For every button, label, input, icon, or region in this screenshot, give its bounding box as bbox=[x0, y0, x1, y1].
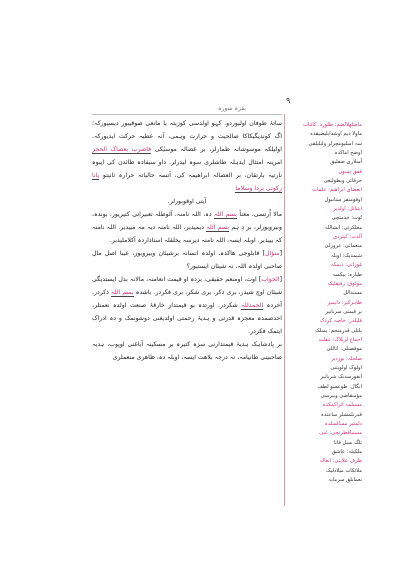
glossary-entry: ملکیئہ: عاشق bbox=[331, 449, 362, 456]
glossary-entry: اوفومنقر ستانبول bbox=[324, 196, 362, 203]
paragraph-5: بر پادشاہک ہدیۂ قیمتدارنی سزہ کتیرہ بر مسکینہ آیاغنی اوپوب، ہدیہ صاحبینی طانیامہ، نہ درجہ بلاھت ایسہ، اوبلہ دہ، ظاھری منعملری bbox=[92, 341, 282, 361]
main-text bbox=[92, 117, 282, 364]
glossary-entry: مُوزاتی: دیمکہ bbox=[330, 262, 362, 269]
answer-label: الجواب bbox=[261, 276, 280, 283]
glossary-entry: انگال: طوعسو لطف bbox=[317, 383, 362, 390]
glossary-entry: قلیلدر: خاصہ کردک bbox=[319, 318, 362, 325]
glossary-entry: مستدالل bbox=[343, 290, 362, 297]
glossary-entry: نعمانلق سرمایہ bbox=[328, 477, 362, 484]
glossary-entry: قفق بسوں bbox=[338, 168, 362, 175]
glossary-entry: انعضای ابراھیم: علمات bbox=[312, 187, 362, 194]
glossary-entry: بر قیمتی سربانیر bbox=[325, 308, 362, 315]
glossary-entry: سہ اسلیومچرلر ولنلیلقی bbox=[308, 140, 362, 147]
glossary-entry: بلتلی قدرمنجم: یمنلک bbox=[314, 327, 362, 334]
glossary-entry: معلکرتی: انشاللہ bbox=[324, 224, 362, 231]
glossary-entry: مسنیاقطرنجی: غنی bbox=[319, 430, 362, 437]
glossary-entry: ماضلھلالضم: طلورد. کائنات bbox=[302, 122, 362, 128]
glossary-entry: مسیلمہ اتراکمکدہ bbox=[322, 402, 362, 409]
page-number: ٩ bbox=[286, 96, 291, 105]
glossary-entry: تلگ نسل قاتا bbox=[333, 439, 362, 446]
glossary-entry: اولوک اولویتنی bbox=[330, 364, 362, 371]
question-paragraph: [سؤال] قابلوجی ھاکدہ، اولدہ انسانہ برشیئان وبیروبوز، عیبا اصل مال صاحبی اولدہ اللہ، نہ شیئان ایستیور؟ bbox=[92, 250, 282, 270]
glossary-entry: ظاہرکیز: دایمیز bbox=[327, 299, 362, 306]
glossary-entry: صلحلہ: بوزدیر bbox=[331, 355, 362, 362]
glossary-entry: ملائکات میلادلیک bbox=[326, 467, 362, 474]
glossary-entry: ظرف علاینی: انعالہ bbox=[319, 458, 362, 465]
glossary-entry: ماولا دیم اوشدابلیضیقدہ bbox=[310, 131, 362, 138]
basmala-2: بسم اللہ bbox=[206, 224, 230, 231]
glossary-sidebar bbox=[288, 121, 362, 485]
basmala-1: بسم اللہ bbox=[214, 211, 238, 218]
glossary-entry: حرقاتی وبطولیغی bbox=[323, 178, 362, 185]
glossary-entry: ابتیاتل: اولدیر bbox=[333, 206, 362, 213]
basmala-3: بسم اللہ bbox=[110, 289, 134, 296]
answer-paragraph: [الجواب] اوت، اومنعم حقیقی، بزدہ او قیمت انعامنہ، مالانہ بدل ایستدیگی شیئان اوچ شیدر، بری ذکر، بری شکر، بری فکردر. باشدہ بسم اللہ ذکردر. آخردہ الحمدللہ شکردر. اورتدہ بو قیمتدار خارقۂ صنعت اولدہ نعمتلر، احدصمدہ معجزہ قدرتی و ہدیۂ رحمتی اولدیغنی دوشونمک و دہ ادراک ایتمک فکردر. bbox=[92, 276, 283, 335]
running-head: بقرہ سورہ bbox=[218, 105, 246, 112]
glossary-entry: آلدت: کیتردی bbox=[333, 234, 362, 241]
margin-rule bbox=[284, 114, 285, 506]
glossary-entry: مولوق: رفیقلیک bbox=[327, 280, 362, 287]
question-label: سؤال bbox=[264, 250, 280, 257]
quote-2: یانا رکونی بردا وسلاما bbox=[92, 172, 282, 192]
quote-1: فاضرب بعصاک الحجر bbox=[92, 146, 152, 153]
glossary-entry: ذلمتیر مسالسلدہ bbox=[324, 421, 362, 427]
glossary-entry: تُوت: خدمتچی bbox=[331, 215, 362, 222]
glossary-entry: اجماع لریلاک: عفلت bbox=[318, 336, 362, 343]
glossary-entry: شیمدیک: اوبلہ bbox=[330, 252, 362, 259]
paragraph-2: مالا اُرتسی، معنأ بسم اللہ دہ، اللہ نامنہ، آلوطلہ تعبیراتی کتیریور. بوندہ، وبیروبورلر، بر دِ ہم بسم اللہ دیمیدیر، اللہ نامنہ دیہ مہ مییدیر. اللہ نامنہ کہ بییدیر. اوبلہ ایسہ، اللہ نامنہ دیرسہ یخلقلہ استاداردہ آکلاملیدیر. bbox=[92, 211, 283, 244]
glossary-entry: اوضح اماکدہ bbox=[334, 150, 362, 157]
glossary-entry: قدرنلمشلر ساعتدہ bbox=[320, 411, 362, 418]
glossary-entry: طیارہ: بیکسہ bbox=[332, 271, 362, 278]
hamdala: الحمدللہ bbox=[241, 302, 264, 309]
header-rule bbox=[92, 114, 282, 115]
paragraph-1: ساتۂ طوفان اولیوردو. کہو اولدسی کوزیتہ یا مانعی صوقیبور دیسیورکہ؛ اگ کوندیگیکاکا صالحیت و حرارت وہمی، آنہ عطیہ حرکت ایدیورکہ. اولیلکہ موسوشانہ طمارلر، بر عصالہ موسیٰکی فاضرب بعصاک الحجر امرینہ امتثال ایدہلہ طاشلری سوہ لیدرلر. داو سیفادہ ظائدن کی اپیوہ نارتیہ بارتقان، بر العصالہ ابراھیمہ کی، آتسہ حالیاتہ حرارہ ثانیتو یانا رکونی بردا وسلاما bbox=[92, 120, 283, 192]
glossary-entry: مؤمنقاضی وبیرسی bbox=[320, 392, 362, 399]
glossary-entry: موقصنلی: اناللی bbox=[326, 346, 362, 353]
paragraph-1-end: آیتی اوقوبورلر. bbox=[167, 198, 207, 205]
glossary-entry: انفورسدنک شربانیر bbox=[320, 374, 362, 381]
glossary-entry: اُسلاری صفلیق bbox=[330, 159, 362, 166]
glossary-entry: منعماتی: عروزلی bbox=[324, 243, 362, 250]
